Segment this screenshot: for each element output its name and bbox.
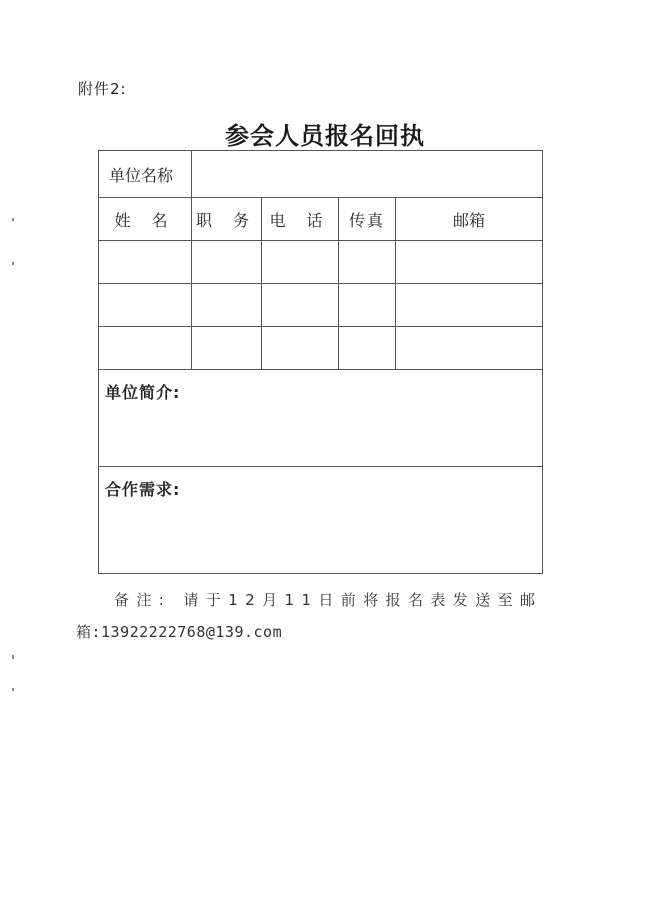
fax-cell[interactable] — [339, 327, 396, 370]
unit-intro-row — [99, 370, 543, 467]
scan-mark — [12, 688, 14, 691]
unit-name-row — [99, 151, 543, 198]
table-row — [99, 241, 543, 284]
unit-name-label: 单位名称 — [99, 151, 192, 198]
email-cell[interactable] — [396, 284, 543, 327]
attachment-label: 附件2: — [78, 80, 127, 98]
unit-intro-field[interactable] — [99, 370, 543, 467]
name-cell[interactable] — [99, 241, 192, 284]
fax-cell[interactable] — [339, 241, 396, 284]
name-cell[interactable] — [99, 327, 192, 370]
column-header-phone: 电 话 — [262, 198, 339, 241]
table-header-row — [99, 198, 543, 241]
column-header-email: 邮箱 — [396, 198, 543, 241]
column-header-fax: 传真 — [339, 198, 396, 241]
form-title: 参会人员报名回执 — [225, 121, 425, 150]
column-header-position: 职 务 — [192, 198, 262, 241]
scan-mark — [12, 218, 14, 221]
note-block — [76, 584, 576, 648]
phone-cell[interactable] — [262, 327, 339, 370]
position-cell[interactable] — [192, 327, 262, 370]
unit-intro-label: 单位简介: — [105, 383, 181, 402]
cooperation-label: 合作需求: — [105, 480, 181, 499]
position-cell[interactable] — [192, 241, 262, 284]
unit-name-field[interactable] — [192, 151, 543, 198]
cooperation-field[interactable] — [99, 467, 543, 574]
position-cell[interactable] — [192, 284, 262, 327]
table-row — [99, 327, 543, 370]
scan-mark — [12, 262, 14, 265]
cooperation-row — [99, 467, 543, 574]
email-cell[interactable] — [396, 327, 543, 370]
phone-cell[interactable] — [262, 284, 339, 327]
scan-mark — [12, 655, 14, 659]
table-row — [99, 284, 543, 327]
note-line-2: 箱:13922222768@139.com — [76, 623, 283, 641]
email-cell[interactable] — [396, 241, 543, 284]
fax-cell[interactable] — [339, 284, 396, 327]
column-header-name: 姓 名 — [99, 198, 192, 241]
phone-cell[interactable] — [262, 241, 339, 284]
name-cell[interactable] — [99, 284, 192, 327]
registration-form-table — [98, 150, 543, 574]
note-line-1: 备注: 请于12月11日前将报名表发送至邮 — [114, 591, 543, 609]
